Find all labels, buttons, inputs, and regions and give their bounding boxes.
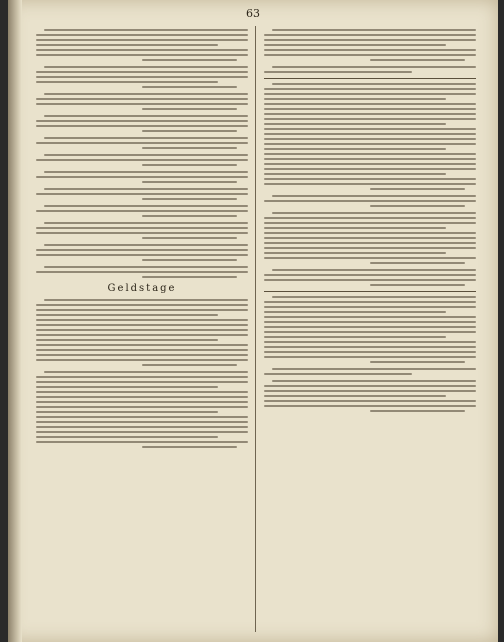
text-line-placeholder (264, 222, 476, 224)
text-line-placeholder (264, 331, 476, 333)
notice-l10 (36, 222, 248, 239)
text-line-placeholder (264, 217, 476, 219)
notice-l14 (36, 371, 248, 448)
text-line-placeholder (264, 311, 446, 313)
text-line-placeholder (264, 321, 476, 323)
notice-r7 (264, 296, 476, 363)
notice-l4 (36, 115, 248, 132)
text-line-placeholder (264, 341, 476, 343)
text-line-placeholder (36, 441, 248, 443)
text-line-placeholder (264, 200, 476, 202)
text-line-placeholder (370, 262, 465, 264)
text-line-placeholder (264, 257, 476, 259)
text-line-placeholder (44, 154, 248, 156)
text-line-placeholder (264, 306, 476, 308)
notice-l11 (36, 244, 248, 261)
text-line-placeholder (272, 380, 476, 382)
notice-l7 (36, 171, 248, 183)
text-line-placeholder (272, 66, 476, 68)
text-line-placeholder (264, 143, 476, 145)
text-line-placeholder (44, 115, 248, 117)
text-line-placeholder (264, 148, 446, 150)
notice-l9 (36, 205, 248, 217)
notice-r6 (264, 269, 476, 286)
text-line-placeholder (142, 86, 237, 88)
text-line-placeholder (272, 212, 476, 214)
text-line-placeholder (36, 232, 248, 234)
text-line-placeholder (142, 108, 237, 110)
text-line-placeholder (44, 137, 248, 139)
text-line-placeholder (36, 406, 248, 408)
text-line-placeholder (264, 88, 476, 90)
text-line-placeholder (142, 59, 237, 61)
text-line-placeholder (264, 98, 446, 100)
text-line-placeholder (264, 173, 446, 175)
text-line-placeholder (36, 386, 218, 388)
text-line-placeholder (36, 431, 248, 433)
text-line-placeholder (142, 181, 237, 183)
text-line-placeholder (36, 120, 248, 122)
text-line-placeholder (272, 195, 476, 197)
text-line-placeholder (264, 54, 476, 56)
text-line-placeholder (44, 266, 248, 268)
text-line-placeholder (370, 284, 465, 286)
text-line-placeholder (142, 364, 237, 366)
text-line-placeholder (44, 299, 248, 301)
text-line-placeholder (36, 142, 248, 144)
text-line-placeholder (36, 401, 248, 403)
text-line-placeholder (264, 227, 446, 229)
text-line-placeholder (36, 271, 248, 273)
text-line-placeholder (36, 329, 248, 331)
right-column (264, 26, 476, 634)
text-line-placeholder (264, 400, 476, 402)
text-line-placeholder (44, 66, 248, 68)
text-line-placeholder (264, 178, 476, 180)
text-line-placeholder (36, 314, 218, 316)
notice-r4 (264, 195, 476, 207)
text-line-placeholder (36, 176, 248, 178)
text-line-placeholder (36, 304, 248, 306)
text-line-placeholder (264, 71, 412, 73)
text-line-placeholder (36, 193, 248, 195)
text-line-placeholder (264, 395, 446, 397)
text-line-placeholder (142, 147, 237, 149)
text-line-placeholder (36, 376, 248, 378)
text-line-placeholder (36, 34, 248, 36)
text-line-placeholder (44, 188, 248, 190)
text-line-placeholder (142, 130, 237, 132)
notice-r2 (264, 66, 476, 73)
text-line-placeholder (264, 336, 446, 338)
text-line-placeholder (264, 113, 476, 115)
text-line-placeholder (36, 436, 218, 438)
text-line-placeholder (36, 344, 248, 346)
text-line-placeholder (36, 44, 218, 46)
text-line-placeholder (36, 426, 248, 428)
page-number: 63 (246, 7, 260, 20)
text-line-placeholder (36, 309, 248, 311)
text-line-placeholder (36, 98, 248, 100)
text-line-placeholder (36, 324, 248, 326)
text-line-placeholder (36, 249, 248, 251)
text-line-placeholder (36, 359, 248, 361)
left-column (36, 26, 248, 634)
text-line-placeholder (44, 371, 248, 373)
text-line-placeholder (142, 276, 237, 278)
text-line-placeholder (36, 421, 248, 423)
text-line-placeholder (264, 123, 446, 125)
text-line-placeholder (264, 34, 476, 36)
notice-l1 (36, 29, 248, 61)
text-line-placeholder (44, 244, 248, 246)
text-line-placeholder (264, 351, 476, 353)
text-line-placeholder (264, 232, 476, 234)
notice-l5 (36, 137, 248, 149)
text-line-placeholder (264, 168, 476, 170)
notice-r1 (264, 29, 476, 61)
notice-r8 (264, 368, 476, 375)
text-line-placeholder (36, 319, 248, 321)
binding-gutter (8, 0, 22, 642)
notice-l13 (36, 299, 248, 366)
text-line-placeholder (272, 269, 476, 271)
text-line-placeholder (370, 59, 465, 61)
text-line-placeholder (264, 163, 476, 165)
text-line-placeholder (36, 103, 248, 105)
notice-l6 (36, 154, 248, 166)
notice-r3 (264, 83, 476, 190)
text-line-placeholder (264, 242, 476, 244)
notice-l8 (36, 188, 248, 200)
text-line-placeholder (44, 171, 248, 173)
text-line-placeholder (264, 39, 476, 41)
text-line-placeholder (264, 103, 476, 105)
text-line-placeholder (36, 416, 248, 418)
text-line-placeholder (370, 410, 465, 412)
text-line-placeholder (36, 54, 248, 56)
text-line-placeholder (36, 210, 248, 212)
text-line-placeholder (44, 93, 248, 95)
text-line-placeholder (264, 44, 446, 46)
text-line-placeholder (36, 39, 248, 41)
text-line-placeholder (264, 158, 476, 160)
text-line-placeholder (36, 227, 248, 229)
text-line-placeholder (272, 296, 476, 298)
section-rule (264, 78, 476, 79)
notice-l3 (36, 93, 248, 110)
text-line-placeholder (142, 164, 237, 166)
text-line-placeholder (264, 118, 476, 120)
text-line-placeholder (36, 339, 218, 341)
text-line-placeholder (264, 138, 476, 140)
text-line-placeholder (36, 349, 248, 351)
text-line-placeholder (142, 198, 237, 200)
text-line-placeholder (142, 237, 237, 239)
text-line-placeholder (142, 215, 237, 217)
text-line-placeholder (264, 356, 476, 358)
newspaper-page (8, 0, 498, 642)
text-line-placeholder (264, 301, 476, 303)
text-line-placeholder (264, 128, 476, 130)
text-line-placeholder (264, 326, 476, 328)
text-line-placeholder (370, 205, 465, 207)
text-line-placeholder (264, 346, 476, 348)
text-line-placeholder (264, 316, 476, 318)
text-line-placeholder (264, 385, 476, 387)
column-divider (255, 26, 256, 632)
text-line-placeholder (36, 254, 248, 256)
text-line-placeholder (264, 237, 476, 239)
text-line-placeholder (142, 259, 237, 261)
text-line-placeholder (272, 368, 476, 370)
text-line-placeholder (36, 381, 248, 383)
section-rule (264, 291, 476, 292)
text-line-placeholder (36, 396, 248, 398)
text-line-placeholder (264, 153, 476, 155)
text-line-placeholder (370, 361, 465, 363)
text-line-placeholder (36, 391, 248, 393)
text-line-placeholder (264, 373, 412, 375)
notice-l2 (36, 66, 248, 88)
text-line-placeholder (36, 76, 248, 78)
text-line-placeholder (44, 205, 248, 207)
text-line-placeholder (36, 159, 248, 161)
text-line-placeholder (264, 279, 476, 281)
text-line-placeholder (370, 188, 465, 190)
text-line-placeholder (264, 390, 476, 392)
text-line-placeholder (36, 411, 218, 413)
section-heading-geldstage: Geldstage (107, 283, 177, 294)
text-line-placeholder (264, 252, 446, 254)
text-line-placeholder (264, 274, 476, 276)
text-line-placeholder (264, 93, 476, 95)
text-line-placeholder (36, 334, 248, 336)
text-line-placeholder (272, 29, 476, 31)
text-line-placeholder (264, 108, 476, 110)
text-line-placeholder (44, 29, 248, 31)
text-line-placeholder (36, 125, 248, 127)
text-line-placeholder (44, 222, 248, 224)
text-line-placeholder (264, 49, 476, 51)
text-line-placeholder (142, 446, 237, 448)
notice-l12 (36, 266, 248, 278)
text-line-placeholder (264, 183, 476, 185)
text-line-placeholder (272, 83, 476, 85)
text-line-placeholder (36, 49, 248, 51)
notice-r5 (264, 212, 476, 264)
text-line-placeholder (36, 354, 248, 356)
notice-r9 (264, 380, 476, 412)
text-line-placeholder (264, 133, 476, 135)
text-line-placeholder (36, 71, 248, 73)
text-line-placeholder (264, 405, 476, 407)
text-line-placeholder (36, 81, 218, 83)
text-line-placeholder (264, 247, 476, 249)
